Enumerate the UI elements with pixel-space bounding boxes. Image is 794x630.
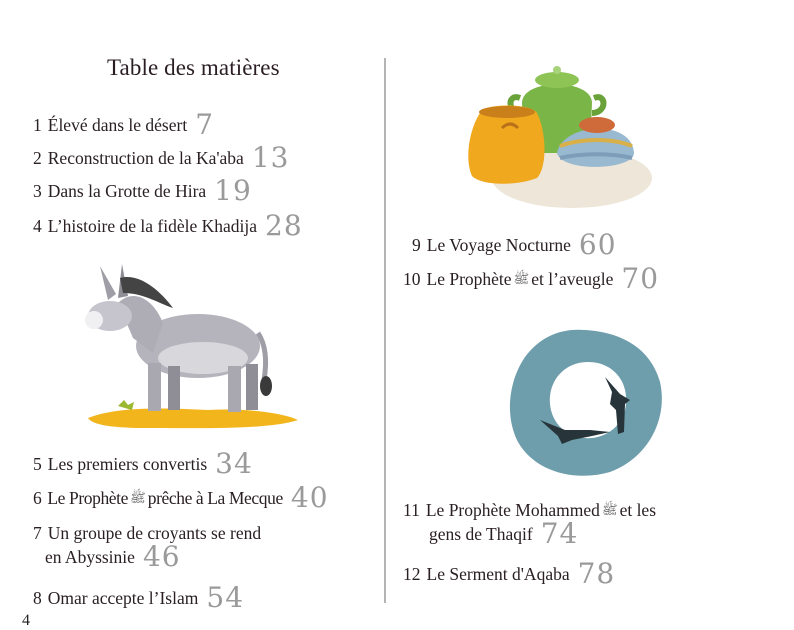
chapter-number: 1 bbox=[33, 115, 42, 135]
chapter-title: Élevé dans le désert bbox=[47, 115, 188, 135]
toc-entry-3[interactable] bbox=[33, 174, 252, 207]
toc-entry-1[interactable] bbox=[33, 108, 215, 141]
chapter-title: Dans la Grotte de Hira bbox=[47, 181, 207, 201]
chapter-number: 8 bbox=[33, 588, 42, 608]
chapter-number: 5 bbox=[33, 454, 42, 474]
ravens-circle-illustration-icon bbox=[500, 322, 670, 482]
chapter-title-line2-wrap bbox=[33, 540, 261, 573]
chapter-number: 9 bbox=[412, 235, 421, 255]
chapter-title-part1: Le Prophète Mohammed bbox=[425, 500, 600, 520]
column-divider bbox=[384, 58, 386, 603]
page-title: Table des matières bbox=[107, 55, 280, 80]
chapter-page: 70 bbox=[621, 262, 660, 295]
toc-entry-2[interactable] bbox=[33, 141, 290, 174]
chapter-title: Le Serment d'Aqaba bbox=[426, 564, 570, 584]
honorific-glyph-icon: ﷺ bbox=[513, 271, 530, 286]
chapter-title: L’histoire de la fidèle Khadija bbox=[47, 216, 258, 236]
chapter-page: 28 bbox=[265, 209, 303, 242]
chapter-page: 60 bbox=[578, 228, 617, 261]
chapter-number: 12 bbox=[403, 564, 421, 584]
chapter-title-part1: Le Prophète bbox=[47, 488, 128, 508]
honorific-glyph-icon: ﷺ bbox=[130, 490, 146, 505]
chapter-number: 3 bbox=[33, 181, 42, 201]
toc-entry-4[interactable] bbox=[33, 209, 303, 242]
chapter-title: Reconstruction de la Ka'aba bbox=[47, 148, 244, 168]
chapter-title: Omar accepte l’Islam bbox=[47, 588, 199, 608]
chapter-number: 6 bbox=[33, 488, 42, 508]
chapter-page: 13 bbox=[251, 141, 290, 174]
chapter-page: 46 bbox=[142, 540, 181, 573]
chapter-page: 78 bbox=[577, 557, 616, 590]
chapter-number: 10 bbox=[403, 269, 421, 289]
chapter-title-line2: en Abyssinie bbox=[45, 547, 135, 567]
chapter-title-part1: Le Prophète bbox=[426, 269, 512, 289]
chapter-number: 11 bbox=[403, 500, 420, 520]
toc-entry-12[interactable] bbox=[403, 557, 616, 590]
chapter-title-part2: prêche à La Mecque bbox=[147, 488, 283, 508]
chapter-page: 54 bbox=[206, 581, 245, 614]
page-number: 4 bbox=[22, 612, 30, 629]
chapter-title: Les premiers convertis bbox=[47, 454, 208, 474]
toc-entry-5[interactable] bbox=[33, 447, 253, 480]
chapter-title-line2-wrap bbox=[403, 517, 656, 550]
honorific-glyph-icon: ﷺ bbox=[601, 502, 618, 517]
chapter-title-line2: gens de Thaqif bbox=[429, 524, 533, 544]
chapter-number: 4 bbox=[33, 216, 42, 236]
toc-entry-8[interactable] bbox=[33, 581, 245, 614]
toc-entry-9[interactable] bbox=[412, 228, 617, 261]
toc-entry-7[interactable] bbox=[33, 521, 262, 573]
chapter-page: 40 bbox=[290, 481, 329, 514]
chapter-title: Le Voyage Nocturne bbox=[426, 235, 571, 255]
chapter-page: 19 bbox=[214, 174, 252, 207]
chapter-number: 7 bbox=[33, 523, 42, 543]
pottery-illustration-icon bbox=[462, 58, 652, 218]
toc-entry-10[interactable] bbox=[403, 262, 660, 295]
chapter-number: 2 bbox=[33, 148, 42, 168]
chapter-page: 7 bbox=[195, 108, 215, 141]
donkey-illustration-icon bbox=[78, 258, 303, 438]
toc-entry-6[interactable] bbox=[33, 481, 329, 514]
chapter-title-line1: Un groupe de croyants se rend bbox=[47, 523, 262, 543]
chapter-page: 34 bbox=[215, 447, 253, 480]
chapter-title-part2: et l’aveugle bbox=[531, 269, 614, 289]
chapter-page: 74 bbox=[540, 517, 579, 550]
chapter-title-part2: et les bbox=[619, 500, 657, 520]
toc-entry-11[interactable] bbox=[403, 498, 657, 550]
